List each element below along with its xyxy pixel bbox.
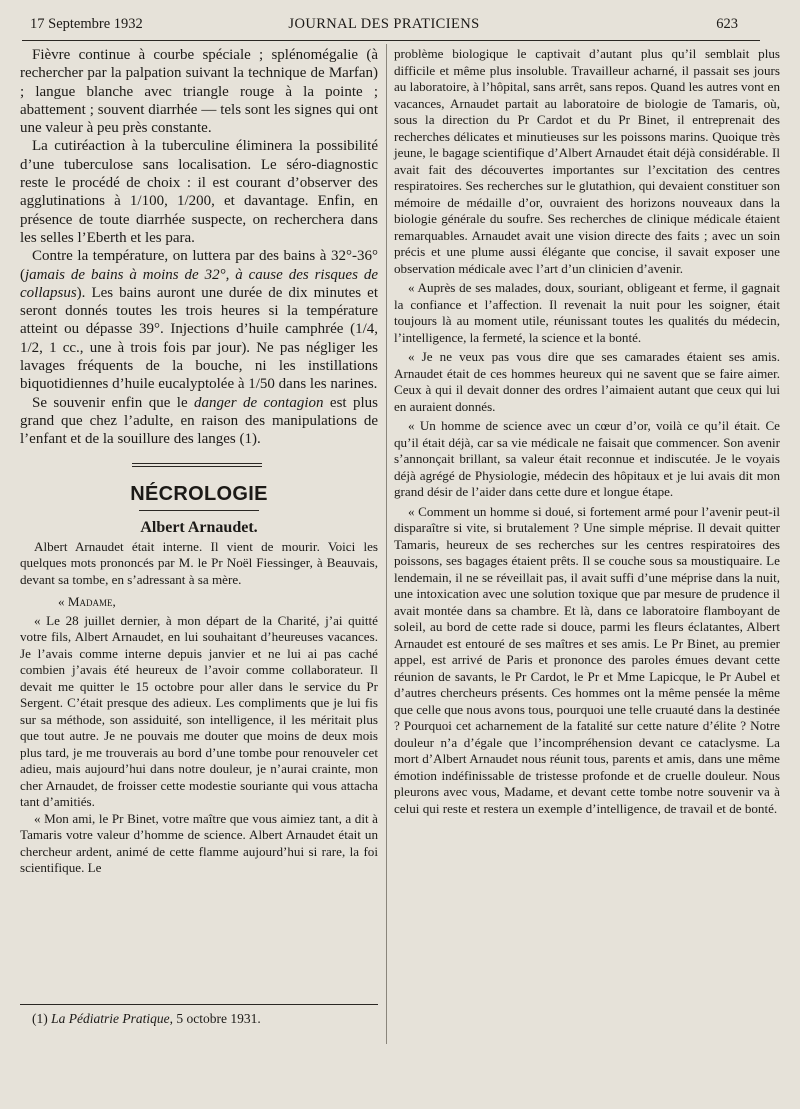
page-header — [30, 16, 738, 38]
section-title-underline — [139, 510, 259, 511]
footnote: (1) La Pédiatrie Pratique, 5 octobre 1931. — [32, 1011, 261, 1026]
journal-title: JOURNAL DES PRATICIENS — [288, 16, 480, 32]
section-title-necrologie: NÉCROLOGIE — [130, 482, 268, 505]
speech-paragraph-5: « Je ne veux pas vous dire que ses camarades étaient ses amis. Arnaudet était de ces hommes heureux qui ne savent que se faire aimer. Ceux à qui il devait donner des ordres l’aimaient autant que ceux qui lui en auraient donnés. — [394, 349, 780, 414]
speech-paragraph-4: « Auprès de ses malades, doux, souriant, obligeant et ferme, il gagnait la confiance et l’affection. Il revenait la nuit pour les soigner, était toujours là au moment utile, réunissant toutes les qualités du médecin, l’intelligence, la fermeté, la science et la bonté. — [394, 280, 780, 345]
page-number: 623 — [716, 16, 738, 32]
speech-paragraph-1: « Le 28 juillet dernier, à mon départ de la Charité, j’ai quitté votre fils, Albert Arnaudet, en lui souhaitant d’heureuses vacances. Je l’avais comme interne depuis janvier et ne lui ai pas caché combien j’avais été heureux de l’avoir comme collaborateur. Il devait me quitter le 15 octobre pour aller dans le service du Pr Sergent. C’était presque des adieux. Les compliments que je lui fis sur sa méthode, son assiduité, son intelligence, il les méritait plus que tout autre. Je ne pouvais me douter que moins de deux mois plus tard, je me trouverais au bord d’une tombe pour renouveler cet adieu, mais aujourd’hui dans notre douleur, je n’aurai crainte, mon cher Arnaudet, de froisser cette modestie souriante qui vous attacha tant d’amitiés. — [20, 612, 378, 810]
section-separator — [132, 463, 262, 467]
header-rule — [22, 40, 760, 41]
obituary-name: Albert Arnaudet. — [140, 518, 258, 536]
column-divider — [386, 44, 387, 1044]
issue-date: 17 Septembre 1932 — [30, 16, 143, 32]
speech-paragraph-6: « Un homme de science avec un cœur d’or, voilà ce qu’il était. Ce qu’il était déjà, car sa vie médicale ne faisait que commencer. Son avenir s’annonçait brillant, sa valeur était reconnue et indiscutée. Je le voyais déjà agrégé de Physiologie, médecin des hôpitaux et je lui avais dit mon grand désir de l’aider dans cette dure et longue étape. — [394, 418, 780, 499]
paragraph-symptoms: Fièvre continue à courbe spéciale ; splénomégalie (à rechercher par la palpation suivant la technique de Marfan) ; langue blanche avec triangle rouge à la pointe ; abattement ; souvent diarrhée — tels sont les signes qui ont une valeur à peu près constante. — [20, 47, 378, 137]
obituary-start — [20, 539, 378, 877]
paragraph-treatment: Contre la température, on luttera par des bains à 32°-36° (jamais de bains à moins de 32°, à cause des risques de collapsus). Les bains auront une durée de dix minutes et seront donnés toutes les trois heures si la température atteint ou dépasse 39°. Injections d’huile camphrée (1/4, 1/2, 1 cc., une à trois fois par jour). Ne pas négliger les lavages fréquents de la bouche, ni les instillations biquotidiennes d’huile eucalyptolée à 1/50 dans les narines. — [20, 248, 378, 393]
typhoid-article-end — [20, 46, 378, 449]
right-column — [394, 46, 780, 820]
footnote-rule — [20, 1004, 378, 1005]
left-column — [20, 46, 378, 877]
speech-salutation: « Madame, — [58, 594, 116, 610]
speech-paragraph-7: « Comment un homme si doué, si fortement armé pour l’avenir peut-il disparaître si vite, si brutalement ? Une simple méprise. Il devait quitter Tamaris, heureux de ses recherches sur les centres respiratoires des poissons, ses bagages étaient prêts. Il se couche sous sa moustiquaire. Le lendemain, il ne se réveillait pas, il avait suffi d’une méprise dans la nuit, une intoxication avec une solution toxique que par mesure de prudence il avait montée dans sa chambre. Et là, dans ce laboratoire flamboyant de soleil, au bord de cette rade si douce, parmi les fleurs éclatantes, Albert Arnaudet est entouré de ses maîtres et ses amis. Le Pr Binet, au premier appel, est arrivé de Paris et prononce des paroles émues devant cette réunion de savants, le Pr Cardot, le Pr et Mme Lapicque, le Pr Aubel et d’autres chercheurs présents. Ces hommes ont la même pensée la même que celle que nous avons tous, pourquoi une telle cruauté dans la destinée ? Pourquoi cet acharnement de la fatalité sur cette nature d’élite ? Notre douleur n’a d’égale que l’incompréhension devant ce cataclysme. La mort d’Albert Arnaudet nous réunit tous, parents et amis, dans une même émotion indéfinissable de tristesse profonde et de cruelle douleur. Nous pleurons avec vous, Madame, et devant cette tombe notre souvenir va à celui qui reste et restera un exemple d’intelligence, de travail et de bonté. — [394, 503, 780, 816]
paragraph-contagion: Se souvenir enfin que le danger de contagion est plus grand que chez l’adulte, en raison des manipulations de l’enfant et de la souillure des langes (1). — [20, 394, 378, 448]
paragraph-diagnosis: La cutiréaction à la tuberculine éliminera la possibilité d’une tuberculose sans localisation. Le séro-diagnostic reste le procédé de choix : il est courant d’observer des agglutinations à 1/100, 1/200, et davantage. Enfin, en présence de toute diarrhée suspecte, on recherchera dans les selles l’Eberth et les para. — [20, 138, 378, 246]
speech-paragraph-2: « Mon ami, le Pr Binet, votre maître que vous aimiez tant, a dit à Tamaris votre valeur d’homme de science. Albert Arnaudet était un chercheur ardent, animé de cette flamme aujourd’hui si rare, la foi scientifique. Le — [20, 810, 378, 876]
speech-paragraph-3: problème biologique le captivait d’autant plus qu’il semblait plus difficile et même plus insoluble. Travailleur acharné, il passait ses jours au laboratoire, à l’hôpital, sans arrêt, sans repos. Quand les autres vont en vacances, Arnaudet partait au laboratoire de biologie de Tamaris, où, sous la direction du Pr Cardot et du Pr Binet, il entreprenait des recherches délicates et minutieuses sur les poissons marins. Quoique très jeune, le bagage scientifique d’Albert Arnaudet était déjà considérable. Il avait fait des découvertes importantes sur l’excitation des centres respiratoires. Ses recherches sur le glutathion, qui devaient constituer son mémoire de médaille d’or, ouvraient des horizons nouveaux dans la biologie générale du soufre. Ses recherches de clinique médicale étaient remarquables. Arnaudet avait une vision directe des faits ; avec un soin précis et une plume aussi élégante que concise, il savait exposer une observation médicale avec l’art d’un clinicien d’avenir. — [394, 46, 780, 276]
obituary-intro: Albert Arnaudet était interne. Il vient de mourir. Voici les quelques mots prononcés par M. le Pr Noël Fiessinger, à Beauvais, devant sa tombe, en s’adressant à sa mère. — [20, 538, 378, 587]
